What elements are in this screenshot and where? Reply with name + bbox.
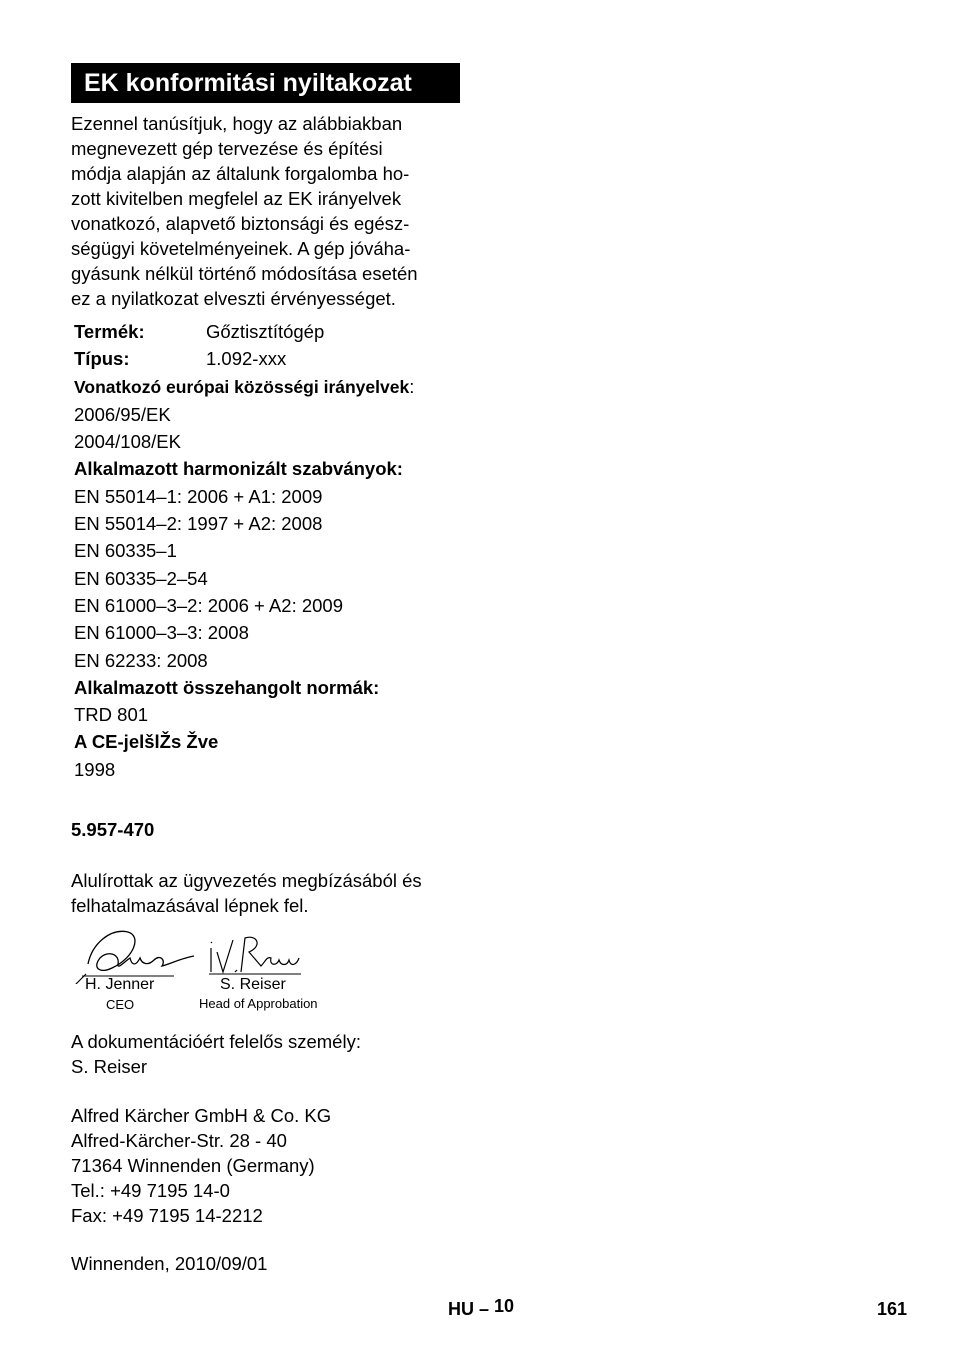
type-value: 1.092-xxx	[206, 348, 287, 370]
product-value: Gőztisztítógép	[206, 321, 325, 342]
signatory-note	[71, 868, 422, 918]
product-label: Termék:	[74, 321, 145, 342]
company-address	[71, 1103, 331, 1228]
footer-dash: –	[479, 1299, 490, 1319]
intro-line: módja alapján az általunk forgalomba ho-	[71, 163, 410, 184]
type-label: Típus:	[74, 348, 130, 370]
signer-name-reiser: S. Reiser	[220, 976, 286, 993]
type-row	[74, 345, 494, 372]
signer-role-jenner: CEO	[106, 997, 135, 1012]
standard-item: EN 60335–1	[74, 540, 177, 562]
intro-paragraph	[71, 111, 471, 311]
page-number: 161	[877, 1299, 908, 1319]
directives-heading	[74, 373, 494, 401]
doc-responsible-name: S. Reiser	[71, 1056, 148, 1077]
directives-heading-text: Vonatkozó európai közösségi irányelvek	[74, 376, 410, 397]
intro-line: ségügyi követelményeinek. A gép jóváha-	[71, 238, 411, 259]
declaration-details	[74, 318, 494, 783]
footer-lang: HU	[448, 1299, 474, 1319]
norms-heading: Alkalmazott összehangolt normák:	[74, 676, 380, 698]
standard-item: EN 60335–2–54	[74, 567, 208, 589]
doc-responsible	[71, 1029, 361, 1079]
intro-line: Ezennel tanúsítjuk, hogy az alábbiakban	[71, 113, 403, 134]
norm-item: TRD 801	[74, 704, 149, 726]
standard-item: EN 55014–2: 1997 + A2: 2008	[74, 513, 323, 535]
directive-item: 2006/95/EK	[74, 403, 171, 425]
standard-item: EN 61000–3–2: 2006 + A2: 2009	[74, 594, 343, 616]
place-date: Winnenden, 2010/09/01	[71, 1253, 268, 1274]
ce-year: 1998	[74, 758, 116, 780]
footer-section	[448, 1296, 515, 1320]
footer-section-page: 10	[494, 1296, 515, 1316]
signer-role-reiser: Head of Approbation	[199, 996, 318, 1011]
page-title: EK konformitási nyiltakozat	[71, 63, 460, 103]
product-row	[74, 318, 494, 345]
address-line: 71364 Winnenden (Germany)	[71, 1155, 315, 1176]
standard-item: EN 55014–1: 2006 + A1: 2009	[74, 485, 323, 507]
intro-line: zott kivitelben megfelel az EK irányelvek	[71, 188, 402, 209]
standard-item: EN 61000–3–3: 2008	[74, 622, 249, 644]
address-line: Alfred-Kärcher-Str. 28 - 40	[71, 1130, 287, 1151]
intro-line: vonatkozó, alapvető biztonsági és egész-	[71, 213, 410, 234]
address-line: Alfred Kärcher GmbH & Co. KG	[71, 1105, 332, 1126]
intro-line: ez a nyilatkozat elveszti érvényességet.	[71, 288, 396, 309]
standards-heading: Alkalmazott harmonizált szabványok:	[74, 458, 403, 480]
ce-heading: A CE-jelšlŽs Žve	[74, 731, 219, 753]
doc-responsible-label: A dokumentációért felelős személy:	[71, 1031, 361, 1052]
signature-jenner	[70, 924, 200, 984]
directives-heading-colon: :	[409, 375, 415, 397]
signatory-note-line: Alulírottak az ügyvezetés megbízásából és	[71, 870, 422, 891]
part-number: 5.957-470	[71, 819, 155, 840]
signer-name-jenner: H. Jenner	[85, 976, 155, 993]
intro-line: megnevezett gép tervezése és építési	[71, 138, 383, 159]
standard-item: EN 62233: 2008	[74, 649, 208, 671]
signatory-note-line: felhatalmazásával lépnek fel.	[71, 895, 309, 916]
signature-reiser	[205, 932, 305, 982]
intro-line: gyásunk nélkül történő módosítása esetén	[71, 263, 418, 284]
directive-item: 2004/108/EK	[74, 431, 181, 453]
address-line: Tel.: +49 7195 14-0	[71, 1180, 230, 1201]
address-line: Fax: +49 7195 14-2212	[71, 1205, 263, 1226]
